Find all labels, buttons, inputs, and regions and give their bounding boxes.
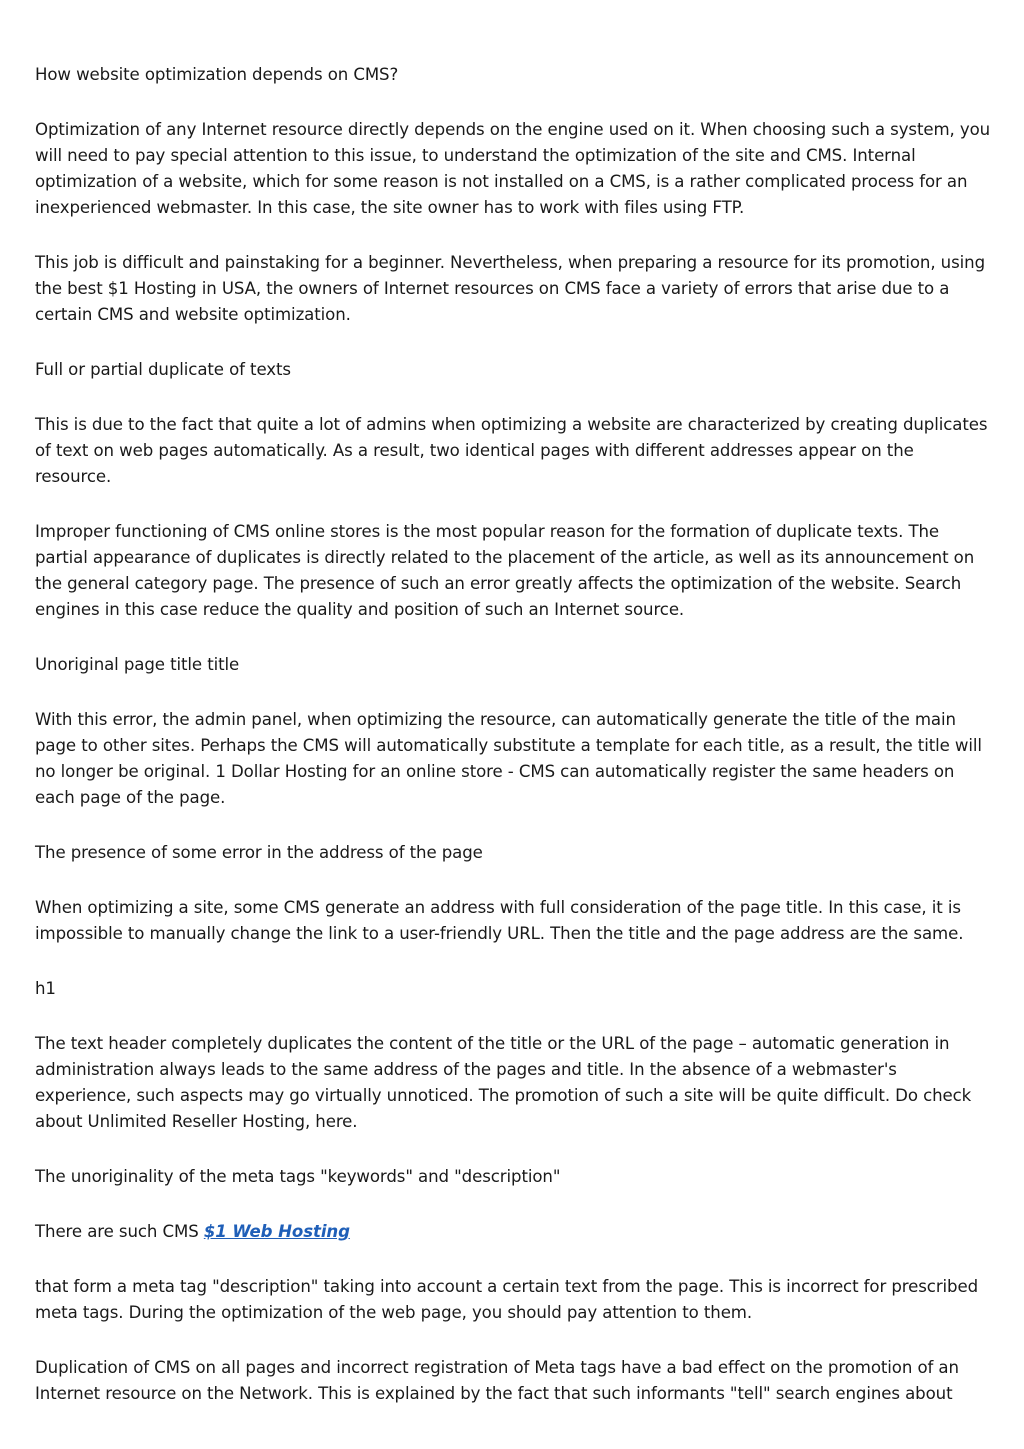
paragraph-heading-cms-optimization: How website optimization depends on CMS?	[35, 65, 399, 84]
paragraph: This is due to the fact that quite a lot of admins when optimizing a website are characterized by creating duplicates of text on web pages automatically. As a result, two identical pages with different addresses appear on the resource.	[35, 415, 988, 486]
paragraph-heading-address-error: The presence of some error in the address of the page	[35, 843, 483, 862]
paragraph-heading-unoriginal-title: Unoriginal page title title	[35, 655, 240, 674]
paragraph: Duplication of CMS on all pages and incorrect registration of Meta tags have a bad effect on the promotion of an Internet resource on the Network. This is explained by the fact that such informants "tell" search engines about	[35, 1358, 959, 1403]
paragraph: This job is difficult and painstaking for a beginner. Nevertheless, when preparing a resource for its promotion, using the best $1 Hosting in USA, the owners of Internet resources on CMS face a variety of errors that arise due to a certain CMS and website optimization.	[35, 253, 985, 324]
paragraph-heading-meta-tags: The unoriginality of the meta tags "keywords" and "description"	[35, 1167, 561, 1186]
paragraph: The text header completely duplicates the content of the title or the URL of the page – automatic generation in administration always leads to the same address of the pages and title. In the absence of a webmaster's experience, such aspects may go virtually unnoticed. The promotion of such a site will be quite difficult. Do check about Unlimited Reseller Hosting, here.	[35, 1034, 972, 1131]
document-body	[35, 62, 995, 1436]
paragraph: With this error, the admin panel, when optimizing the resource, can automatically generate the title of the main page to other sites. Perhaps the CMS will automatically substitute a template for each title, as a result, the title will no longer be original. 1 Dollar Hosting for an online store - CMS can automatically register the same headers on each page of the page.	[35, 710, 982, 807]
web-hosting-link[interactable]: $1 Web Hosting	[203, 1222, 350, 1241]
paragraph-heading-duplicate-texts: Full or partial duplicate of texts	[35, 360, 291, 379]
paragraph: Optimization of any Internet resource directly depends on the engine used on it. When choosing such a system, you will need to pay special attention to this issue, to understand the optimization of the site and CMS. Internal optimization of a website, which for some reason is not installed on a CMS, is a rather complicated process for an inexperienced webmaster. In this case, the site owner has to work with files using FTP.	[35, 120, 991, 217]
paragraph-with-link	[35, 1219, 995, 1245]
paragraph: that form a meta tag "description" taking into account a certain text from the page. This is incorrect for prescribed meta tags. During the optimization of the web page, you should pay attention to them.	[35, 1277, 979, 1322]
link-prefix-text: There are such CMS	[35, 1222, 204, 1241]
paragraph-heading-h1: h1	[35, 979, 56, 998]
paragraph: Improper functioning of CMS online stores is the most popular reason for the formation of duplicate texts. The partial appearance of duplicates is directly related to the placement of the article, as well as its announcement on the general category page. The presence of such an error greatly affects the optimization of the website. Search engines in this case reduce the quality and position of such an Internet source.	[35, 522, 975, 619]
paragraph: When optimizing a site, some CMS generate an address with full consideration of the page title. In this case, it is impossible to manually change the link to a user-friendly URL. Then the title and the page address are the same.	[35, 898, 964, 943]
